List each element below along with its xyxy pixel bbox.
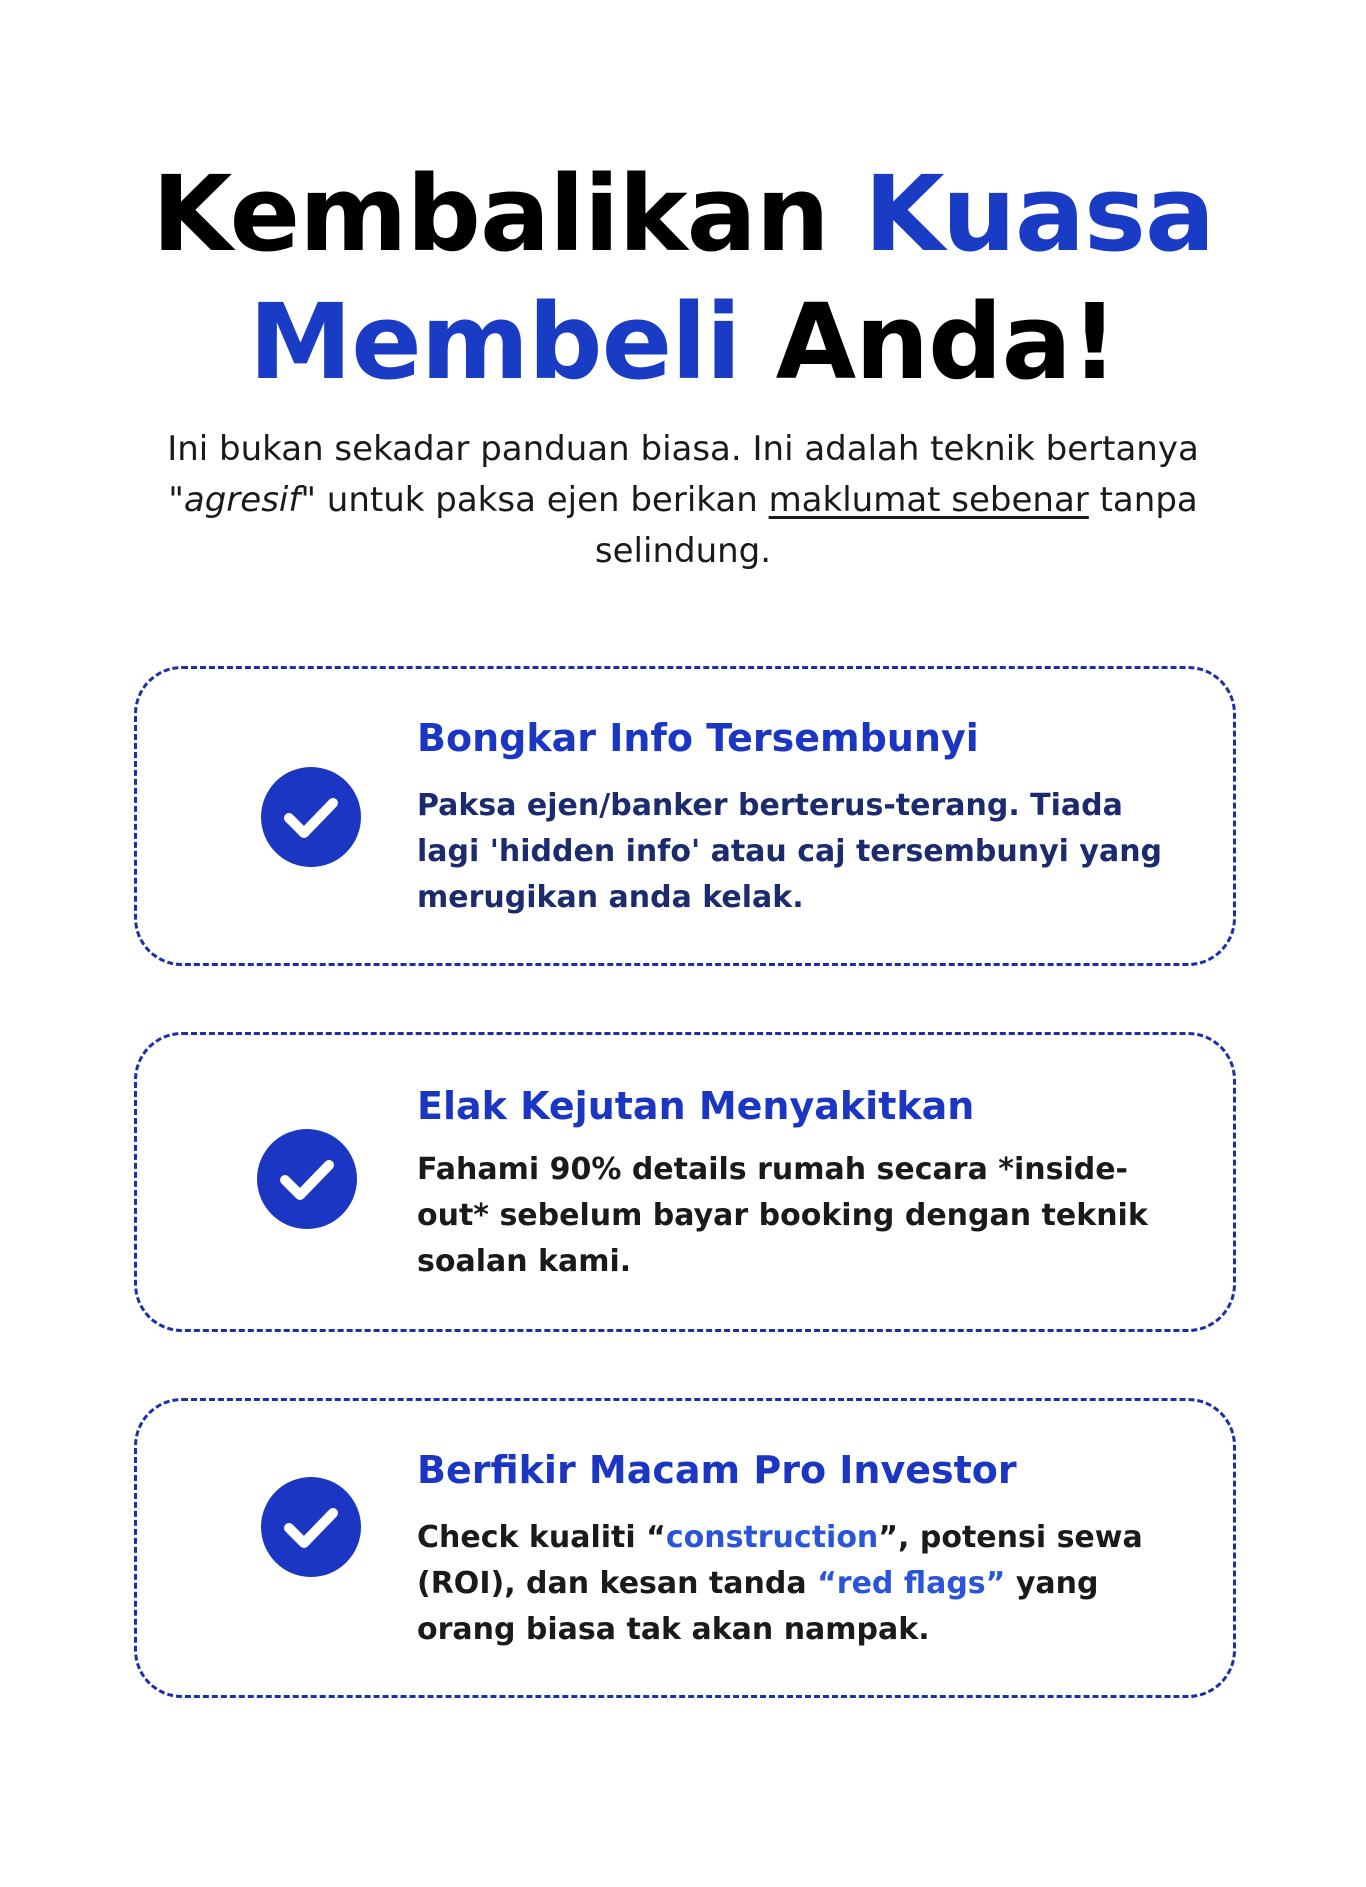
feature-title: Berfikir Macam Pro Investor	[417, 1448, 1017, 1492]
subtitle-text-3: tanpa selindung.	[594, 480, 1198, 571]
feature-card	[134, 1398, 1236, 1698]
subtitle-text-1: Ini bukan sekadar panduan biasa. Ini adalah teknik bertanya "	[167, 429, 1199, 520]
check-circle-icon	[257, 1129, 357, 1229]
headline	[0, 150, 1366, 406]
headline-accent-1: Kuasa	[864, 153, 1215, 275]
feature-description-part-1: Check kualiti “	[417, 1520, 666, 1555]
feature-description: Paksa ejen/banker berterus-terang. Tiada lagi 'hidden info' atau caj tersembunyi yang merugikan anda kelak.	[417, 788, 1163, 915]
feature-title: Elak Kejutan Menyakitkan	[417, 1084, 975, 1128]
headline-accent-2: Membeli	[248, 281, 741, 403]
feature-description: Fahami 90% details rumah secara *inside-out* sebelum bayar booking dengan teknik soalan kami.	[417, 1152, 1148, 1279]
checkmark-icon	[261, 1477, 361, 1577]
feature-card	[134, 1032, 1236, 1332]
feature-description-part-3: yang orang biasa tak akan nampak.	[417, 1566, 1099, 1647]
subtitle	[160, 424, 1206, 577]
feature-card	[134, 666, 1236, 966]
feature-title: Bongkar Info Tersembunyi	[417, 716, 979, 760]
checkmark-icon	[261, 767, 361, 867]
highlight-red-flags: “red flags”	[817, 1566, 1006, 1601]
feature-description-part-2: ”, potensi sewa (ROI), dan kesan tanda	[417, 1520, 1143, 1601]
check-circle-icon	[261, 1477, 361, 1577]
subtitle-emphasis: agresif	[183, 480, 301, 520]
subtitle-text-2: " untuk paksa ejen berikan	[300, 480, 769, 520]
subtitle-underlined: maklumat sebenar	[768, 480, 1089, 520]
checkmark-icon	[257, 1129, 357, 1229]
headline-part-1: Kembalikan	[151, 153, 865, 275]
check-circle-icon	[261, 767, 361, 867]
feature-description	[417, 1515, 1177, 1653]
headline-part-2: Anda!	[740, 281, 1118, 403]
highlight-construction: construction	[665, 1520, 879, 1555]
